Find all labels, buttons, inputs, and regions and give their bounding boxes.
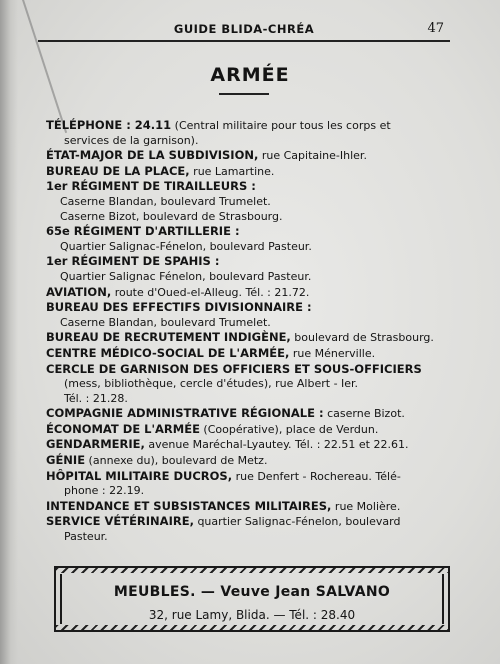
list-item xyxy=(46,453,452,469)
entry-text: rue Molière. xyxy=(331,499,401,513)
list-item xyxy=(46,210,452,225)
header-rule xyxy=(38,40,450,42)
list-item xyxy=(46,530,452,545)
list-item xyxy=(46,406,452,422)
entry-text: caserne Bizot. xyxy=(323,407,405,421)
entry-text: Quartier Salignac Fénelon, boulevard Pasteur. xyxy=(60,269,312,283)
entry-text: (Central militaire pour tous les corps et xyxy=(171,119,391,132)
advertisement-title: MEUBLES. — Veuve Jean SALVANO xyxy=(113,584,391,600)
list-item xyxy=(46,118,452,134)
entry-label: BUREAU DE LA PLACE, xyxy=(46,163,190,178)
entry-text: rue Capitaine-Ihler. xyxy=(258,149,367,163)
entry-label: BUREAU DE RECRUTEMENT INDIGÈNE, xyxy=(46,330,291,345)
list-item xyxy=(46,148,452,164)
list-item xyxy=(46,514,452,530)
entry-text: (mess, bibliothèque, cercle d'études), rue Albert - Ier. xyxy=(64,377,359,391)
list-item xyxy=(46,134,452,149)
entry-label: 1er RÉGIMENT DE TIRAILLEURS : xyxy=(46,179,256,194)
list-item xyxy=(46,195,452,210)
list-item xyxy=(46,285,452,301)
list-item xyxy=(46,254,452,270)
entry-label: BUREAU DES EFFECTIFS DIVISIONNAIRE : xyxy=(46,300,312,315)
list-item xyxy=(46,330,452,346)
entry-text: rue Lamartine. xyxy=(189,164,275,178)
entry-label: CERCLE DE GARNISON DES OFFICIERS ET SOUS-OFFICIERS xyxy=(46,361,422,376)
entry-label: CENTRE MÉDICO-SOCIAL DE L'ARMÉE, xyxy=(46,345,290,360)
list-item xyxy=(46,300,452,316)
entry-text: (annexe du), boulevard de Metz. xyxy=(85,454,268,468)
entry-label: GENDARMERIE, xyxy=(46,437,145,452)
entry-label: 65e RÉGIMENT D'ARTILLERIE : xyxy=(46,224,240,239)
list-item xyxy=(46,392,452,407)
entry-text: boulevard de Strasbourg. xyxy=(290,331,434,345)
binding-shadow xyxy=(0,0,18,664)
entry-label: SERVICE VÉTÉRINAIRE, xyxy=(46,514,194,529)
list-item xyxy=(46,224,452,240)
list-item xyxy=(46,346,452,362)
list-item xyxy=(46,469,452,485)
entry-label: ÉCONOMAT DE L'ARMÉE xyxy=(46,421,200,436)
entry-text: Quartier Salignac-Fénelon, boulevard Pasteur. xyxy=(60,239,312,253)
entry-text: Caserne Blandan, boulevard Trumelet. xyxy=(60,194,271,208)
list-item xyxy=(46,164,452,180)
page-header xyxy=(38,22,450,44)
entry-label: AVIATION, xyxy=(46,284,112,299)
entry-label: ÉTAT-MAJOR DE LA SUBDIVISION, xyxy=(46,148,259,163)
list-item xyxy=(46,422,452,438)
entry-text: (Coopérative), place de Verdun. xyxy=(199,422,379,436)
section-title: ARMÉE xyxy=(210,64,290,86)
entry-text: Caserne Blandan, boulevard Trumelet. xyxy=(60,315,271,329)
entry-text: Tél. : 21.28. xyxy=(64,391,128,405)
entry-text: quartier Salignac-Fénelon, boulevard xyxy=(193,515,401,529)
entry-label: TÉLÉPHONE : 24.11 xyxy=(46,118,172,132)
list-item xyxy=(46,499,452,515)
list-item xyxy=(46,437,452,453)
page-number: 47 xyxy=(427,21,444,36)
entry-label: GÉNIE xyxy=(46,453,86,468)
entry-text: avenue Maréchal-Lyautey. Tél. : 22.51 et 22.61. xyxy=(144,438,409,452)
advertisement-frame xyxy=(60,574,444,624)
list-item xyxy=(46,377,452,392)
advertisement-address: 32, rue Lamy, Blida. — Tél. : 28.40 xyxy=(148,608,356,622)
entry-text: route d'Oued-el-Alleug. Tél. : 21.72. xyxy=(111,285,310,299)
entry-text: rue Denfert - Rochereau. Télé- xyxy=(232,469,401,483)
entry-label: HÔPITAL MILITAIRE DUCROS, xyxy=(46,468,233,483)
entry-text: Pasteur. xyxy=(64,530,108,544)
title-rule xyxy=(219,93,269,95)
list-item xyxy=(46,270,452,285)
list-item xyxy=(46,362,452,378)
entry-text: phone : 22.19. xyxy=(64,484,145,498)
entry-text: Caserne Bizot, boulevard de Strasbourg. xyxy=(60,209,283,223)
entry-label: INTENDANCE ET SUBSISTANCES MILITAIRES, xyxy=(46,498,332,513)
list-item xyxy=(46,484,452,499)
running-title: GUIDE BLIDA-CHRÉA xyxy=(173,22,315,36)
entry-text: services de la garnison). xyxy=(64,133,199,147)
entry-label: COMPAGNIE ADMINISTRATIVE RÉGIONALE : xyxy=(46,406,324,421)
entry-text: rue Ménerville. xyxy=(289,346,376,360)
list-item xyxy=(46,240,452,255)
list-item xyxy=(46,316,452,331)
list-item xyxy=(46,179,452,195)
directory-list xyxy=(46,118,452,545)
advertisement-box xyxy=(54,566,450,632)
entry-label: 1er RÉGIMENT DE SPAHIS : xyxy=(46,254,220,269)
